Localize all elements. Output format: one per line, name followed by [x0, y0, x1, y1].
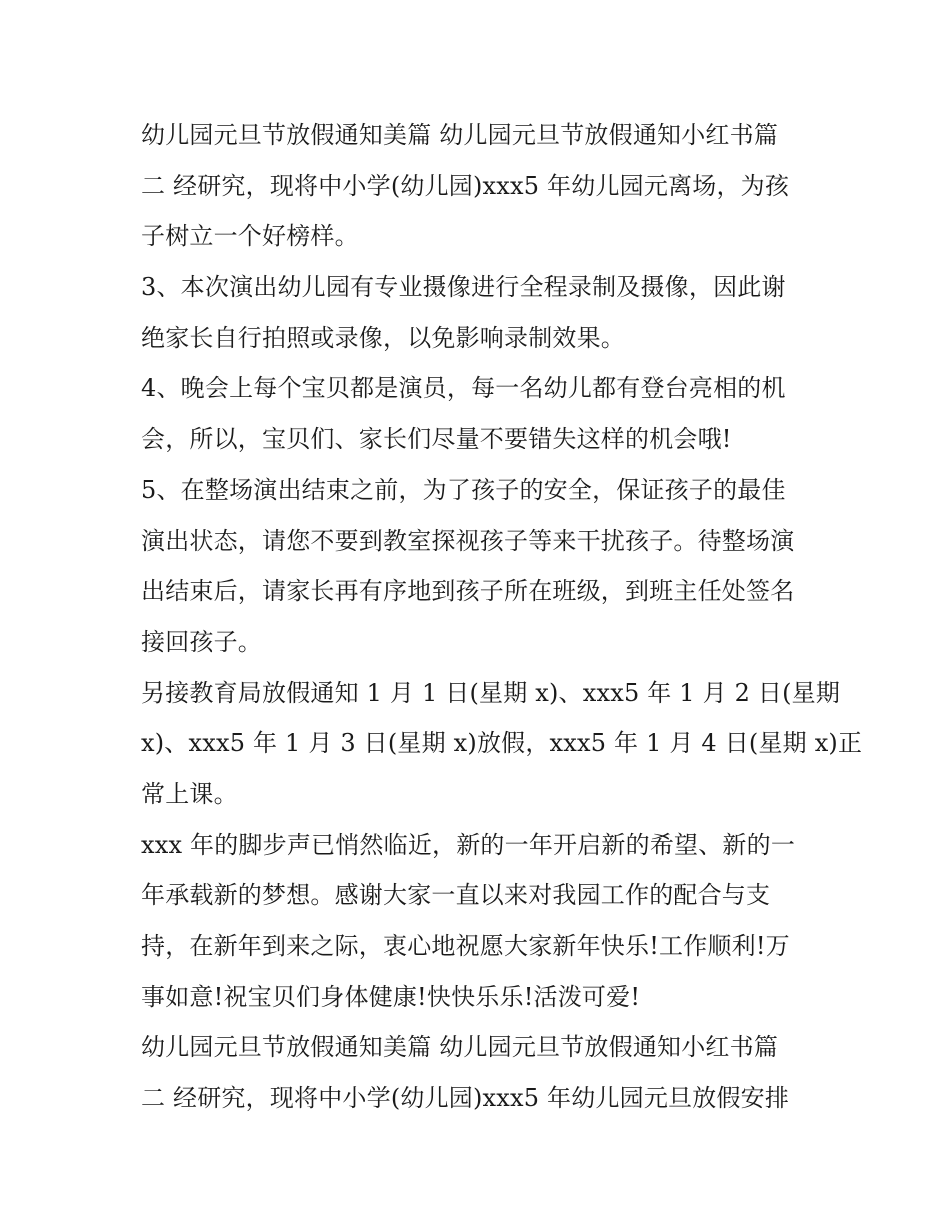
text-line: 常上课。: [141, 779, 238, 808]
text-line: 事如意!祝宝贝们身体健康!快快乐乐!活泼可爱!: [141, 982, 641, 1011]
text-line: 幼儿园元旦节放假通知美篇 幼儿园元旦节放假通知小红书篇: [141, 1033, 779, 1062]
text-line: 子树立一个好榜样。: [141, 222, 359, 251]
text-line: 接回孩子。: [141, 627, 262, 656]
document-body: [141, 110, 863, 1124]
text-line: 5、在整场演出结束之前，为了孩子的安全，保证孩子的最佳: [141, 475, 786, 504]
text-line: 会，所以，宝贝们、家长们尽量不要错失这样的机会哦!: [141, 425, 732, 454]
text-line: 幼儿园元旦节放假通知美篇 幼儿园元旦节放假通知小红书篇: [141, 121, 779, 149]
text-line: 另接教育局放假通知 1 月 1 日(星期 x)、xxx5 年 1 月 2 日(星期: [141, 678, 841, 707]
text-line: 4、晚会上每个宝贝都是演员，每一名幼儿都有登台亮相的机: [141, 374, 786, 403]
text-line: 二 经研究，现将中小学(幼儿园)xxx5 年幼儿园元旦放假安排: [141, 1084, 790, 1113]
text-line: 绝家长自行拍照或录像，以免影响录制效果。: [141, 323, 625, 352]
text-line: 二 经研究，现将中小学(幼儿园)xxx5 年幼儿园元离场，为孩: [141, 171, 790, 200]
text-line: 出结束后，请家长再有序地到孩子所在班级，到班主任处签名: [141, 577, 795, 606]
text-line: xxx 年的脚步声已悄然临近，新的一年开启新的希望、新的一: [141, 830, 796, 859]
text-line: 3、本次演出幼儿园有专业摄像进行全程录制及摄像，因此谢: [141, 273, 786, 302]
text-line: 演出状态，请您不要到教室探视孩子等来干扰孩子。待整场演: [141, 526, 795, 555]
text-line: 年承载新的梦想。感谢大家一直以来对我园工作的配合与支: [141, 881, 771, 910]
text-line: 持，在新年到来之际，衷心地祝愿大家新年快乐!工作顺利!万: [141, 932, 790, 960]
text-line: x)、xxx5 年 1 月 3 日(星期 x)放假，xxx5 年 1 月 4 日(星期 x)正: [141, 729, 863, 758]
